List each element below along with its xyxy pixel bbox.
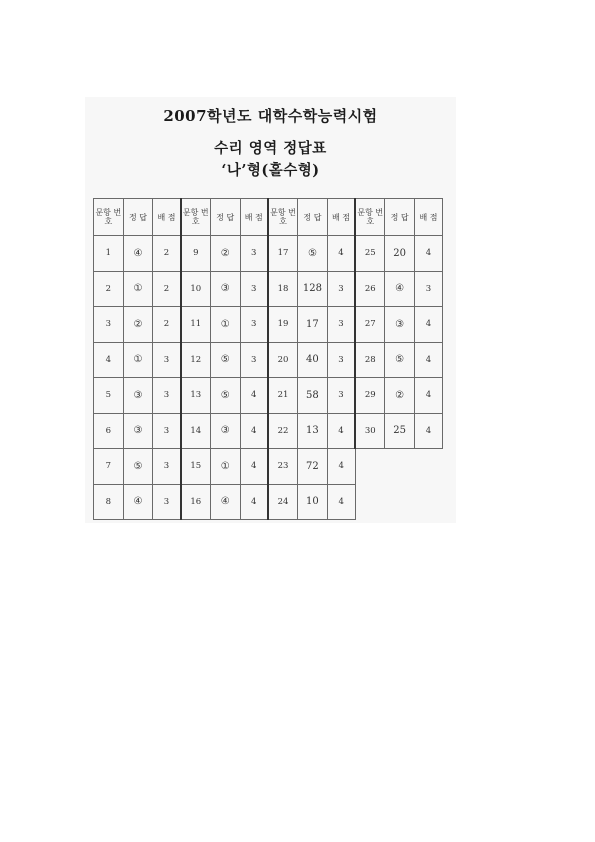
points-cell: 4 (414, 413, 442, 449)
question-number-cell: 6 (94, 413, 124, 449)
answer-cell: ⑤ (385, 342, 415, 378)
answer-cell: ③ (385, 307, 415, 343)
header-points: 배 점 (327, 199, 355, 236)
answer-cell: ⑤ (210, 342, 240, 378)
table-header-row (94, 199, 443, 236)
answer-cell (385, 484, 415, 520)
question-number-cell: 10 (181, 271, 211, 307)
question-number-cell: 28 (355, 342, 385, 378)
points-cell: 3 (153, 413, 181, 449)
answer-cell: ⑤ (210, 378, 240, 414)
table-row (94, 449, 443, 485)
table-row (94, 342, 443, 378)
question-number-cell: 14 (181, 413, 211, 449)
header-question-number: 문항 번호 (94, 199, 124, 236)
header-answer: 정 답 (210, 199, 240, 236)
points-cell: 3 (240, 307, 268, 343)
answer-cell: ① (123, 342, 153, 378)
points-cell (414, 449, 442, 485)
points-cell: 4 (327, 413, 355, 449)
question-number-cell: 11 (181, 307, 211, 343)
answer-cell: 25 (385, 413, 415, 449)
points-cell: 3 (153, 484, 181, 520)
question-number-cell: 5 (94, 378, 124, 414)
exam-title: 2007학년도 대학수학능력시험 (163, 107, 378, 125)
points-cell: 3 (327, 378, 355, 414)
answer-cell: ④ (385, 271, 415, 307)
question-number-cell: 4 (94, 342, 124, 378)
header-question-number: 문항 번호 (355, 199, 385, 236)
header-points: 배 점 (414, 199, 442, 236)
answer-cell: 128 (298, 271, 328, 307)
answer-cell: ④ (123, 236, 153, 272)
question-number-cell: 9 (181, 236, 211, 272)
question-number-cell: 29 (355, 378, 385, 414)
points-cell: 4 (240, 449, 268, 485)
question-number-cell: 1 (94, 236, 124, 272)
points-cell: 4 (327, 236, 355, 272)
answer-cell: ⑤ (123, 449, 153, 485)
points-cell: 2 (153, 271, 181, 307)
header-answer: 정 답 (298, 199, 328, 236)
answer-cell: ② (385, 378, 415, 414)
question-number-cell: 15 (181, 449, 211, 485)
points-cell: 4 (327, 484, 355, 520)
answer-cell: ② (123, 307, 153, 343)
points-cell: 3 (327, 271, 355, 307)
answer-cell: 10 (298, 484, 328, 520)
answer-cell: ② (210, 236, 240, 272)
points-cell: 3 (153, 449, 181, 485)
header-question-number: 문항 번호 (181, 199, 211, 236)
header-question-number: 문항 번호 (268, 199, 298, 236)
answer-cell: 58 (298, 378, 328, 414)
question-number-cell: 19 (268, 307, 298, 343)
answer-cell: 13 (298, 413, 328, 449)
answer-cell: 40 (298, 342, 328, 378)
scanned-answer-sheet (85, 97, 456, 523)
table-row (94, 307, 443, 343)
question-number-cell: 17 (268, 236, 298, 272)
table-row (94, 484, 443, 520)
answer-cell: ③ (123, 413, 153, 449)
question-number-cell: 7 (94, 449, 124, 485)
points-cell (414, 484, 442, 520)
question-number-cell: 8 (94, 484, 124, 520)
question-number-cell: 25 (355, 236, 385, 272)
question-number-cell: 20 (268, 342, 298, 378)
exam-variant: ‘나’형(홀수형) (221, 162, 320, 179)
points-cell: 3 (153, 378, 181, 414)
question-number-cell: 3 (94, 307, 124, 343)
points-cell: 4 (414, 378, 442, 414)
answer-cell: 72 (298, 449, 328, 485)
question-number-cell: 22 (268, 413, 298, 449)
answer-cell: ④ (210, 484, 240, 520)
question-number-cell (355, 449, 385, 485)
question-number-cell: 24 (268, 484, 298, 520)
question-number-cell: 23 (268, 449, 298, 485)
points-cell: 4 (240, 484, 268, 520)
points-cell: 4 (414, 236, 442, 272)
answer-cell: ③ (123, 378, 153, 414)
answer-cell: ③ (210, 413, 240, 449)
points-cell: 3 (153, 342, 181, 378)
header-answer: 정 답 (385, 199, 415, 236)
answer-cell: ① (210, 307, 240, 343)
question-number-cell: 30 (355, 413, 385, 449)
section-subtitle: 수리 영역 정답표 (214, 140, 327, 157)
question-number-cell: 27 (355, 307, 385, 343)
table-row (94, 236, 443, 272)
points-cell: 3 (327, 342, 355, 378)
points-cell: 4 (240, 378, 268, 414)
table-row (94, 378, 443, 414)
answer-cell: 17 (298, 307, 328, 343)
question-number-cell: 21 (268, 378, 298, 414)
points-cell: 3 (240, 271, 268, 307)
points-cell: 3 (327, 307, 355, 343)
points-cell: 3 (240, 236, 268, 272)
points-cell: 4 (414, 307, 442, 343)
answer-cell: ① (123, 271, 153, 307)
question-number-cell: 2 (94, 271, 124, 307)
points-cell: 3 (240, 342, 268, 378)
points-cell: 2 (153, 236, 181, 272)
answer-cell: ⑤ (298, 236, 328, 272)
answer-cell (385, 449, 415, 485)
question-number-cell: 13 (181, 378, 211, 414)
table-row (94, 271, 443, 307)
points-cell: 4 (240, 413, 268, 449)
answer-cell: ④ (123, 484, 153, 520)
answer-table (93, 198, 443, 518)
points-cell: 3 (414, 271, 442, 307)
header-points: 배 점 (153, 199, 181, 236)
header-answer: 정 답 (123, 199, 153, 236)
question-number-cell (355, 484, 385, 520)
question-number-cell: 12 (181, 342, 211, 378)
points-cell: 4 (414, 342, 442, 378)
answer-cell: ① (210, 449, 240, 485)
header-points: 배 점 (240, 199, 268, 236)
question-number-cell: 18 (268, 271, 298, 307)
points-cell: 2 (153, 307, 181, 343)
question-number-cell: 26 (355, 271, 385, 307)
answer-cell: 20 (385, 236, 415, 272)
question-number-cell: 16 (181, 484, 211, 520)
answer-cell: ③ (210, 271, 240, 307)
points-cell: 4 (327, 449, 355, 485)
table-row (94, 413, 443, 449)
